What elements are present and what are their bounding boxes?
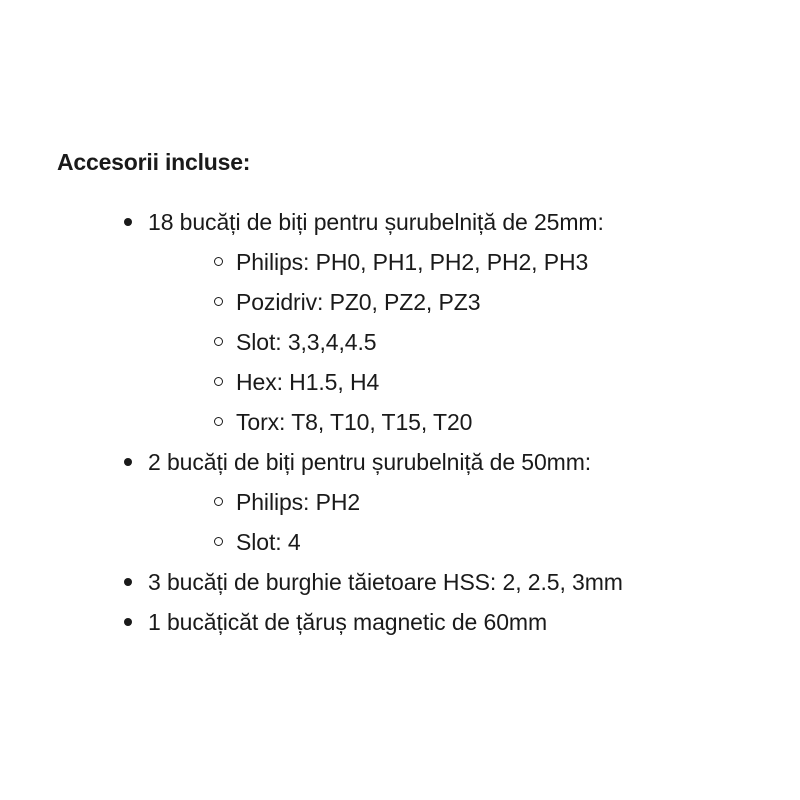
list-item	[57, 202, 777, 442]
bullet-circle-icon	[214, 337, 223, 346]
list-item-text: 2 bucăți de biți pentru șurubelniță de 50mm:	[148, 449, 592, 475]
list-item-text: 1 bucățicăt de țăruș magnetic de 60mm	[148, 609, 548, 635]
bullet-disc-icon	[124, 458, 132, 466]
list-item	[57, 602, 777, 642]
list-item-text: 3 bucăți de burghie tăietoare HSS: 2, 2.5, 3mm	[148, 569, 623, 595]
bullet-circle-icon	[214, 497, 223, 506]
sub-list-item-text: Hex: H1.5, H4	[236, 369, 380, 395]
sub-list-item	[148, 482, 777, 522]
sub-list-item	[148, 282, 777, 322]
sub-list-item-text: Philips: PH0, PH1, PH2, PH2, PH3	[236, 249, 589, 275]
bullet-circle-icon	[214, 537, 223, 546]
sub-list-item-text: Slot: 3,3,4,4.5	[236, 329, 377, 355]
sub-list-item-text: Slot: 4	[236, 529, 301, 555]
list-item	[57, 562, 777, 602]
sub-list-item-text: Torx: T8, T10, T15, T20	[236, 409, 473, 435]
sub-list-item-text: Pozidriv: PZ0, PZ2, PZ3	[236, 289, 481, 315]
list-item-text: 18 bucăți de biți pentru șurubelniță de 25mm:	[148, 209, 604, 235]
bullet-disc-icon	[124, 578, 132, 586]
bullet-circle-icon	[214, 297, 223, 306]
sub-list-item-text: Philips: PH2	[236, 489, 361, 515]
bullet-disc-icon	[124, 618, 132, 626]
sub-list-item	[148, 402, 777, 442]
bullet-circle-icon	[214, 377, 223, 386]
sub-list-item	[148, 522, 777, 562]
sub-list-item	[148, 322, 777, 362]
section-heading: Accesorii incluse:	[57, 149, 251, 175]
accessories-list	[57, 202, 777, 642]
bullet-circle-icon	[214, 417, 223, 426]
sub-list-item	[148, 242, 777, 282]
bullet-circle-icon	[214, 257, 223, 266]
list-item	[57, 442, 777, 562]
accessories-section	[57, 143, 777, 642]
sub-list-item	[148, 362, 777, 402]
sub-list	[148, 482, 777, 562]
sub-list	[148, 242, 777, 442]
bullet-disc-icon	[124, 218, 132, 226]
